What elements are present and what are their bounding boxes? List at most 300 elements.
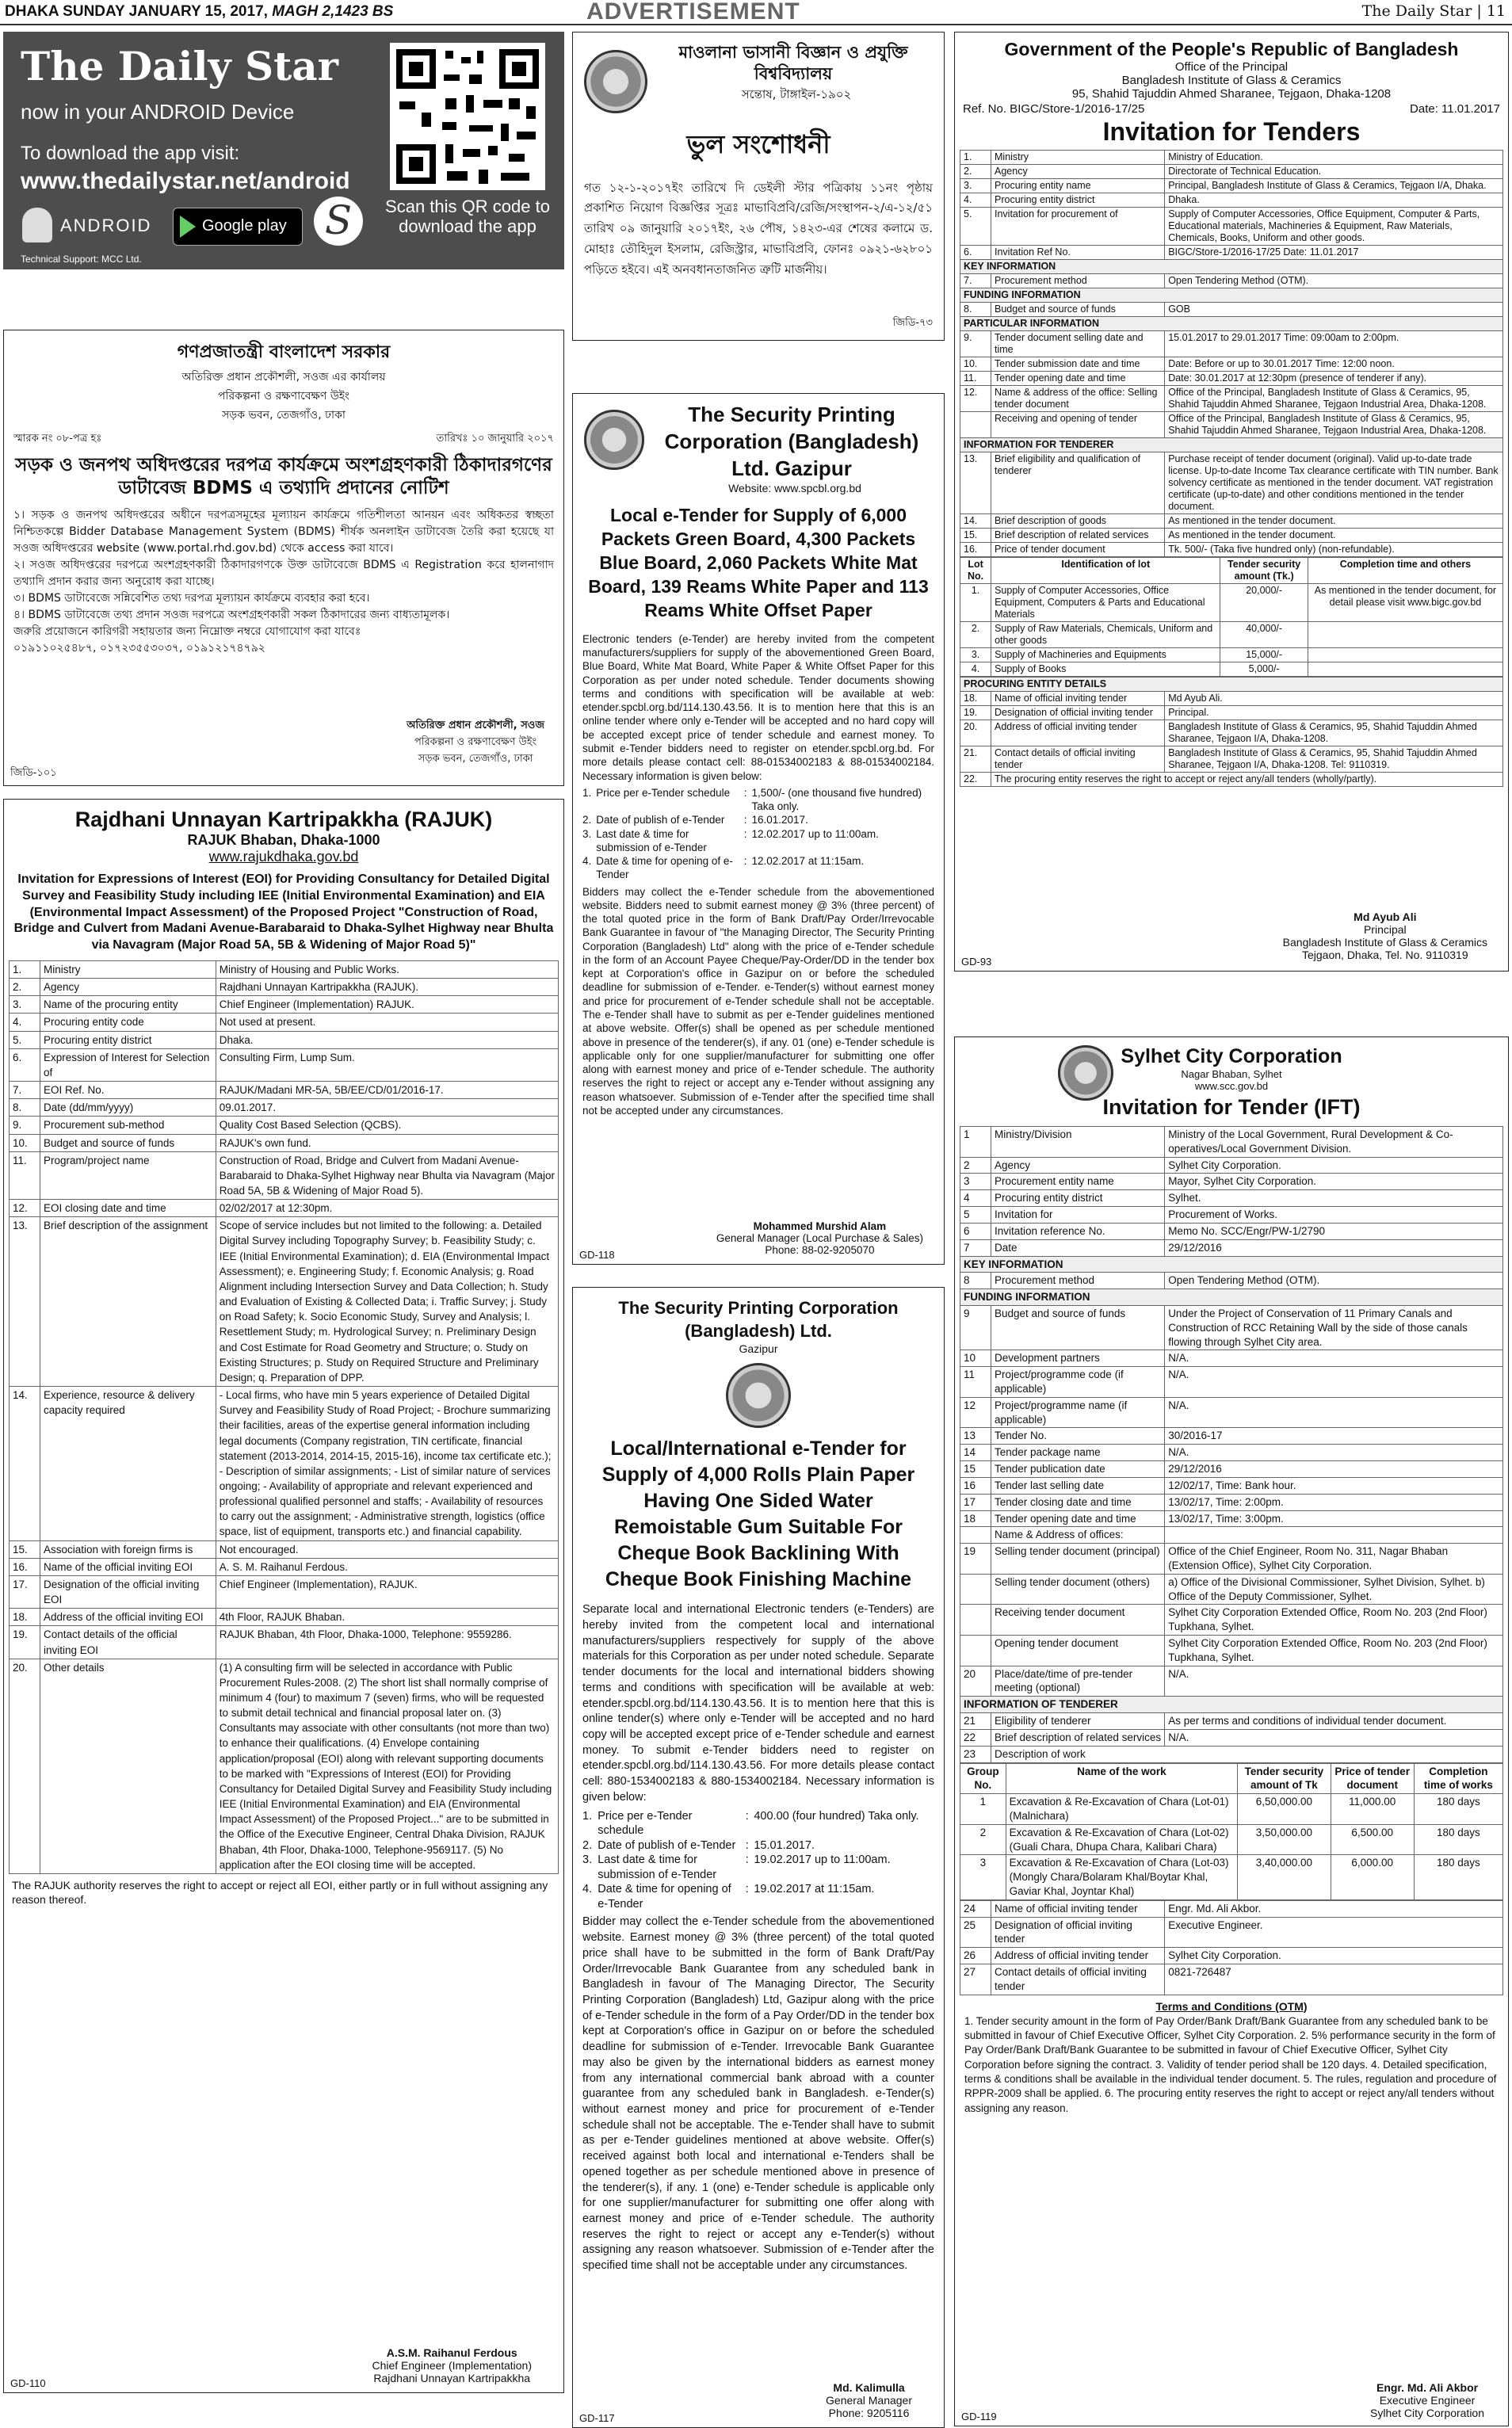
row-label: Brief eligibility and qualification of tenderer — [991, 452, 1165, 514]
table-row — [10, 1387, 559, 1541]
row-label: Brief description of related services — [991, 529, 1165, 543]
table-row — [960, 1713, 1503, 1730]
section-heading: FUNDING INFORMATION — [960, 1289, 1503, 1306]
row-number: 20. — [10, 1659, 40, 1873]
table-row — [960, 1367, 1503, 1398]
row-number: 18. — [960, 692, 991, 706]
ad-code: জিডি-৭৩ — [892, 317, 933, 329]
schedule-cell: 4. — [582, 855, 592, 868]
bigc-info-table — [960, 150, 1503, 557]
table-row — [960, 1273, 1503, 1289]
row-label: Eligibility of tenderer — [991, 1713, 1165, 1730]
row-label: Tender opening date and time — [991, 372, 1165, 386]
table-row — [960, 746, 1503, 773]
bigc-lot-table — [960, 557, 1503, 677]
table-row — [960, 773, 1503, 787]
column-header: Completion time of works — [1414, 1763, 1502, 1794]
android-wordmark: ANDROID — [60, 216, 152, 235]
google-play-badge[interactable] — [173, 208, 303, 246]
row-label: Budget and source of funds — [40, 1134, 216, 1151]
bigc-date: Date: 11.01.2017 — [1410, 102, 1500, 116]
table-row — [10, 1031, 559, 1048]
row-label: Address of the official inviting EOI — [40, 1609, 216, 1626]
schedule-cell: : — [745, 1853, 749, 1867]
row-label: Procurement method — [991, 1273, 1165, 1289]
dateline: DHAKA SUNDAY JANUARY 15, 2017, MAGH 2,1423 BS — [5, 3, 394, 20]
spcbl2-schedule — [582, 1809, 934, 1912]
row-number: 15 — [960, 1461, 991, 1478]
table-row — [960, 1746, 1503, 1762]
sig-name: Md Ayub Ali — [1354, 910, 1417, 923]
schedule-item — [582, 827, 934, 855]
table-row — [960, 452, 1503, 514]
column-header: Price of tender document — [1331, 1763, 1414, 1794]
row-label: Ministry/Division — [991, 1127, 1165, 1158]
rajuk-title: Rajdhani Unnayan Kartripakkha (RAJUK) — [74, 807, 493, 831]
row-value: N/A. — [1165, 1729, 1503, 1746]
row-number — [960, 412, 991, 438]
row-value: Ministry of Housing and Public Works. — [216, 960, 558, 978]
row-number: 3. — [960, 179, 991, 193]
bigc-tender-ad — [954, 32, 1509, 972]
bigc-address: 95, Shahid Tajuddin Ahmed Sharanee, Tejgaon, Dhaka-1208 — [1071, 87, 1392, 101]
schedule-item — [582, 1809, 934, 1838]
row-label: Tender document selling date and time — [991, 331, 1165, 357]
row-number: 17 — [960, 1494, 991, 1510]
row-label: Procuring entity district — [991, 193, 1165, 208]
row-number: 6. — [960, 246, 991, 260]
spcbl-body: Electronic tenders (e-Tender) are hereby invited from the competent manufacturers/suppliers for supply of the abovementioned Green Board, Blue Board, White Mat Board, White Paper & White Offset Paper for this Corporation as per under noted schedule. Tender documents showing terms and conditions with specification will be available at web: etender.spcbl.org.bd/114.130.43.56. It is to mention here that this is an online tender where only e-Tender will be accepted and no hard copy will be accepted except price of tender schedule and earnest money. To submit e-Tender bidders need to register on etender.spcbl.org.bd. For more details please contact cell: 88-01534002183 & 88-01534002184. Necessary information is given below: — [582, 632, 934, 782]
schedule-cell: 3. — [582, 827, 592, 840]
schedule-item — [582, 1838, 934, 1853]
mbstu-headline: ভুল সংশোধনী — [686, 128, 830, 159]
row-label: Name & address of the office: Selling tender document — [991, 386, 1165, 412]
row-value: Chief Engineer (Implementation) RAJUK. — [216, 996, 558, 1014]
row-label: Tender publication date — [991, 1461, 1165, 1478]
row-value: 0821-726487 — [1165, 1964, 1503, 1995]
section-heading: FUNDING INFORMATION — [960, 288, 1503, 303]
row-number: 18 — [960, 1510, 991, 1527]
row-number: 4. — [10, 1014, 40, 1031]
spcbl-website[interactable]: Website: www.spcbl.org.bd — [728, 482, 861, 495]
table-row — [960, 648, 1503, 662]
table-row — [960, 1461, 1503, 1478]
mbstu-address: সন্তোষ, টাঙ্গাইল-১৯০২ — [741, 86, 852, 101]
row-value: 13/02/17, Time: 2:00pm. — [1165, 1494, 1503, 1510]
row-label: Agency — [991, 1157, 1165, 1174]
memo-date: তারিখঃ ১০ জানুয়ারি ২০১৭ — [436, 433, 554, 445]
schedule-cell: : — [743, 786, 747, 799]
table-row — [960, 706, 1503, 720]
rajuk-website[interactable]: www.rajukdhaka.gov.bd — [208, 849, 359, 865]
row-value: Engr. Md. Ali Akbor. — [1165, 1900, 1503, 1917]
table-row — [960, 246, 1503, 260]
row-value: N/A. — [1165, 1666, 1503, 1697]
schedule-cell: : — [743, 827, 747, 840]
row-value: RAJUK Bhaban, 4th Floor, Dhaka-1000, Telephone: 9559286. — [216, 1626, 558, 1659]
schedule-cell: Date & time for opening of e-Tender — [598, 1883, 731, 1911]
table-row — [10, 1048, 559, 1081]
row-label: Name of official inviting tender — [991, 1900, 1165, 1917]
bigc-ref-line — [963, 102, 1500, 116]
row-value: Not used at present. — [216, 1014, 558, 1031]
row-number: 13. — [10, 1217, 40, 1387]
page-header — [0, 0, 1512, 25]
row-label: Place/date/time of pre-tender meeting (optional) — [991, 1666, 1165, 1697]
schedule-cell: Date & time for opening of e-Tender — [596, 855, 733, 881]
bigc-gov-title: Government of the People's Republic of Bangladesh — [1004, 39, 1459, 59]
google-play-label: Google play — [202, 217, 287, 235]
schedule-cell: 3. — [582, 1853, 593, 1867]
table-row — [960, 372, 1503, 386]
sig-address: Tejgaon, Dhaka, Tel. No. 9110319 — [1302, 949, 1468, 961]
row-label: Designation of the official inviting EOI — [40, 1575, 216, 1608]
row-label: Procurement sub-method — [40, 1117, 216, 1134]
schedule-cell: Date of publish of e-Tender — [596, 814, 725, 827]
row-label: Tender closing date and time — [991, 1494, 1165, 1510]
spcbl2-headline: Local/International e-Tender for Supply of 4,000 Rolls Plain Paper Having One Sided Water Remoistable Gum Suitable For Cheque Book Backlining With Cheque Book Finishing Machine — [601, 1437, 915, 1591]
row-label: Selling tender document (others) — [991, 1574, 1165, 1605]
row-number: 25 — [960, 1917, 991, 1948]
ad-code: GD-110 — [10, 2377, 46, 2389]
sylhet-info-table — [960, 1126, 1503, 1763]
schedule-cell: 1,500/- (one thousand five hundred) Taka only. — [751, 786, 922, 813]
download-url[interactable]: www.thedailystar.net/android — [21, 168, 350, 194]
row-label: Date — [991, 1239, 1165, 1256]
table-row — [10, 1659, 559, 1873]
row-number: 8. — [960, 303, 991, 317]
table-row — [960, 260, 1503, 274]
table-row — [10, 1540, 559, 1558]
row-number: 9 — [960, 1305, 991, 1350]
download-text: To download the app visit: — [21, 143, 240, 164]
schedule-item — [582, 1882, 934, 1911]
row-label: Brief description of goods — [991, 514, 1165, 529]
section-heading: KEY INFORMATION — [960, 1256, 1503, 1273]
row-value: As mentioned in the tender document. — [1165, 514, 1503, 529]
bigc-signature — [1283, 910, 1487, 961]
row-value: Office of the Principal, Bangladesh Institute of Glass & Ceramics, 95, Shahid Tajuddin Ahmed Sharanee, Tejgaon Industrial Area, Dhaka-1208. — [1165, 412, 1503, 438]
table-cell — [1308, 662, 1502, 677]
table-row — [960, 1574, 1503, 1605]
row-value — [1165, 1527, 1503, 1544]
row-number — [960, 1527, 991, 1544]
sylhet-address: Nagar Bhaban, Sylhet — [1181, 1068, 1282, 1080]
spcbl-logo-icon — [584, 410, 644, 470]
row-number — [960, 1605, 991, 1636]
row-number: 27 — [960, 1964, 991, 1995]
table-row — [960, 208, 1503, 246]
schedule-cell: 12.02.2017 at 11:15am. — [751, 855, 865, 868]
row-label: Brief description of related services — [991, 1729, 1165, 1746]
row-label: Project/programme code (if applicable) — [991, 1367, 1165, 1398]
sylhet-table-wrap — [960, 1126, 1503, 1995]
row-label: Name & Address of offices: — [991, 1527, 1165, 1544]
row-label: Budget and source of funds — [991, 303, 1165, 317]
table-row — [960, 514, 1503, 529]
table-cell: 15,000/- — [1220, 648, 1308, 662]
sylhet-ift-ad — [954, 1036, 1509, 2426]
table-row — [960, 622, 1503, 648]
schedule-cell: : — [743, 814, 747, 827]
table-row — [960, 1397, 1503, 1428]
section-heading: PARTICULAR INFORMATION — [960, 317, 1503, 331]
section-heading: INFORMATION FOR TENDERER — [960, 438, 1503, 452]
support-credit: Technical Support: MCC Ltd. — [21, 254, 142, 265]
ad-code: জিডি-১০১ — [10, 767, 57, 779]
row-number: 14. — [10, 1387, 40, 1541]
row-number: 6. — [10, 1048, 40, 1081]
bigc-ref: Ref. No. BIGC/Store-1/2016-17/25 — [963, 102, 1145, 116]
table-row — [960, 317, 1503, 331]
daily-star-app-ad — [3, 32, 564, 269]
row-value: Memo No. SCC/Engr/PW-1/2790 — [1165, 1223, 1503, 1239]
row-label: Experience, resource & delivery capacity required — [40, 1387, 216, 1541]
sig-phone: Phone: 88-02-9205070 — [765, 1244, 875, 1256]
section-heading: INFORMATION OF TENDERER — [960, 1697, 1503, 1713]
row-label: Association with foreign firms is — [40, 1540, 216, 1558]
sylhet-entity-table — [960, 1900, 1503, 1995]
schedule-cell: : — [745, 1883, 749, 1896]
schedule-cell: 2. — [582, 1838, 593, 1852]
table-row — [10, 1575, 559, 1608]
row-number: 5. — [960, 208, 991, 246]
table-row — [960, 1477, 1503, 1494]
section-heading: KEY INFORMATION — [960, 260, 1503, 274]
qr-label: Scan this QR code to download the app — [385, 197, 550, 237]
row-value: 12/02/17, Time: Bank hour. — [1165, 1477, 1503, 1494]
daily-star-logo: The Daily Star — [21, 43, 338, 90]
sylhet-website[interactable]: www.scc.gov.bd — [1194, 1080, 1269, 1092]
schedule-cell: 12.02.2017 up to 11:00am. — [751, 827, 879, 840]
row-label: The procuring entity reserves the right to accept or reject any/all tenders (wholly/partly). — [991, 773, 1503, 787]
table-row — [10, 1134, 559, 1151]
spcbl2-body: Separate local and international Electronic tenders (e-Tenders) are hereby invited from the competent local and international manufacturers/suppliers respectively for supply of the above materials for this Corporation as per under noted schedule. Separate tender documents for the local and international bidders showing terms and conditions with specification will be available at web: etender.spcbl.org.bd/114.130.43.56. It is to mention here that this is online tender(s) where only e-Tender will be accepted and no hard copy will be accepted except price of e-Tender schedule and earnest money. To submit e-Tender bidders need to register on etender.spcbl.org.bd/114.130.43.56. For more details please contact cell: 880-1534002183 & 880-1534002184. Necessary information is given below: — [582, 1603, 934, 1804]
row-value: Office of the Principal, Bangladesh Institute of Glass & Ceramics, 95, Shahid Tajuddin Ahmed Sharanee, Tejgaon Industrial Area, Dhaka-1208. — [1165, 386, 1503, 412]
row-value: Sylhet. — [1165, 1190, 1503, 1207]
sig-title: অতিরিক্ত প্রধান প্রকৌশলী, সওজ — [407, 720, 544, 731]
row-label: Receiving tender document — [991, 1605, 1165, 1636]
row-value: Rajdhani Unnayan Kartripakkha (RAJUK). — [216, 979, 558, 996]
table-row — [960, 1964, 1503, 1995]
column-header: Tender security amount of Tk — [1238, 1763, 1331, 1794]
row-label: Ministry — [40, 960, 216, 978]
table-cell: Supply of Machineries and Equipments — [991, 648, 1220, 662]
row-label: EOI closing date and time — [40, 1200, 216, 1217]
table-row — [10, 996, 559, 1014]
schedule-item — [582, 1853, 934, 1882]
table-cell: 3 — [960, 1855, 1006, 1899]
sig-org: Sylhet City Corporation — [1370, 2407, 1484, 2419]
schedule-cell: 1. — [582, 1809, 593, 1823]
table-row — [10, 1200, 559, 1217]
ad-code: GD-93 — [961, 956, 992, 968]
row-number: 18. — [10, 1609, 40, 1626]
row-value: As mentioned in the tender document. — [1165, 529, 1503, 543]
row-value: 02/02/2017 at 12:30pm. — [216, 1200, 558, 1217]
row-label: EOI Ref. No. — [40, 1082, 216, 1099]
row-value: N/A. — [1165, 1445, 1503, 1461]
rajuk-table-wrap — [9, 960, 559, 1874]
sig-title: Chief Engineer (Implementation) — [372, 2359, 532, 2372]
row-label: Invitation for — [991, 1207, 1165, 1224]
paper-masthead: The Daily Star | 11 — [1361, 2, 1506, 20]
sylhet-headline: Invitation for Tender (IFT) — [1102, 1095, 1361, 1119]
table-row — [960, 1824, 1503, 1855]
star-s-logo-icon: S — [314, 197, 363, 246]
table-row — [10, 1217, 559, 1387]
table-header-row — [960, 558, 1503, 584]
row-number: 16. — [10, 1558, 40, 1575]
row-value: Directorate of Technical Education. — [1165, 165, 1503, 179]
row-number: 3. — [10, 996, 40, 1014]
row-label: Agency — [40, 979, 216, 996]
sig-title: Executive Engineer — [1379, 2394, 1476, 2407]
sig-name: Md. Kalimulla — [833, 2381, 905, 2394]
row-number: 2. — [960, 165, 991, 179]
row-label: Expression of Interest for Selection of — [40, 1048, 216, 1081]
table-row — [960, 1127, 1503, 1158]
sig-title: General Manager (Local Purchase & Sales) — [716, 1232, 923, 1244]
row-value: Date: 30.01.2017 at 12:30pm (presence of tenderer if any). — [1165, 372, 1503, 386]
row-value: Sylhet City Corporation Extended Office, Room No. 203 (2nd Floor) Tupkhana, Sylhet. — [1165, 1636, 1503, 1666]
row-number: 19 — [960, 1544, 991, 1575]
row-label: Contact details of official inviting tender — [991, 746, 1165, 773]
row-label: Procurement method — [991, 274, 1165, 288]
table-row — [960, 662, 1503, 677]
row-number: 4 — [960, 1190, 991, 1207]
rajuk-info-table — [9, 960, 559, 1874]
sylhet-title: Sylhet City Corporation — [1121, 1045, 1342, 1067]
row-label: Procuring entity name — [991, 179, 1165, 193]
row-label: Address of official inviting tender — [991, 720, 1165, 746]
row-number: 26 — [960, 1948, 991, 1964]
table-cell: 5,000/- — [1220, 662, 1308, 677]
row-label: Brief description of the assignment — [40, 1217, 216, 1387]
row-value: 29/12/2016 — [1165, 1461, 1503, 1478]
row-number: 8 — [960, 1273, 991, 1289]
row-value: Quality Cost Based Selection (QCBS). — [216, 1117, 558, 1134]
row-number: 13 — [960, 1428, 991, 1445]
row-number: 10. — [960, 357, 991, 372]
rajuk-address: RAJUK Bhaban, Dhaka-1000 — [187, 832, 380, 848]
row-value: Md Ayub Ali. — [1165, 692, 1503, 706]
row-value: N/A. — [1165, 1397, 1503, 1428]
row-label: Procuring entity district — [991, 1190, 1165, 1207]
row-number: 7 — [960, 1239, 991, 1256]
sig-phone: Phone: 9205116 — [828, 2407, 910, 2419]
row-number: 12. — [960, 386, 991, 412]
row-label: Selling tender document (principal) — [991, 1544, 1165, 1575]
memo-no: স্মারক নং ০৮-পত্র হঃ — [13, 433, 102, 445]
row-number: 10. — [10, 1134, 40, 1151]
row-label: Receiving and opening of tender — [991, 412, 1165, 438]
row-number: 21 — [960, 1713, 991, 1730]
rajuk-eoi-ad — [3, 799, 564, 2393]
row-label: Name of the procuring entity — [40, 996, 216, 1014]
notice-address: সড়ক ভবন, তেজগাঁও, ঢাকা — [222, 409, 346, 422]
row-number: 19. — [10, 1626, 40, 1659]
row-number: 21. — [960, 746, 991, 773]
row-value: Supply of Computer Accessories, Office Equipment, Computer & Parts, Educational materials, Machineries & Equipment, Raw Materials, Chemicals, Books, Uniform and other goods. — [1165, 208, 1503, 246]
row-value: Bangladesh Institute of Glass & Ceramics, 95, Shahid Tajuddin Ahmed Sharanee, Tejgaon I/A, Dhaka-1208. Tel: 9110319. — [1165, 746, 1503, 773]
row-label: Procuring entity code — [40, 1014, 216, 1031]
row-number: 12 — [960, 1397, 991, 1428]
sig-name: Mohammed Murshid Alam — [753, 1220, 887, 1232]
row-label: Designation of official inviting tender — [991, 706, 1165, 720]
table-cell: 3,40,000.00 — [1238, 1855, 1331, 1899]
table-cell: Excavation & Re-Excavation of Chara (Lot-02) (Guali Chara, Dhupa Chara, Kalibari Chara) — [1006, 1824, 1237, 1855]
schedule-item — [582, 854, 934, 882]
table-row — [10, 1014, 559, 1031]
row-value: Procurement of Works. — [1165, 1207, 1503, 1224]
row-value: 09.01.2017. — [216, 1099, 558, 1117]
row-number: 9. — [960, 331, 991, 357]
row-label: Agency — [991, 165, 1165, 179]
table-row — [960, 1636, 1503, 1666]
schedule-cell: 19.02.2017 up to 11:00am. — [754, 1853, 891, 1867]
sig-name: Engr. Md. Ali Akbor — [1376, 2381, 1479, 2394]
table-row — [960, 1794, 1503, 1825]
schedule-cell: Last date & time for submission of e-Tender — [598, 1853, 717, 1881]
sig-org: Bangladesh Institute of Glass & Ceramics — [1282, 936, 1487, 949]
notice-office: অতিরিক্ত প্রধান প্রকৌশলী, সওজ এর কার্যালয় — [181, 371, 386, 384]
column-header: Name of the work — [1006, 1763, 1237, 1794]
schedule-cell: 4. — [582, 1883, 593, 1896]
table-cell: 1 — [960, 1794, 1006, 1825]
row-value: Sylhet City Corporation. — [1165, 1157, 1503, 1174]
spcbl-paper-etender-ad — [572, 1287, 945, 2428]
row-number: 2. — [10, 979, 40, 996]
row-label: Ministry — [991, 151, 1165, 165]
sylhet-works-table — [960, 1763, 1503, 1900]
row-value: Dhaka. — [216, 1031, 558, 1048]
row-label: Address of official inviting tender — [991, 1948, 1165, 1964]
table-row — [10, 1099, 559, 1117]
sig-address: সড়ক ভবন, তেজগাঁও, ঢাকা — [418, 753, 533, 765]
row-value: Not encouraged. — [216, 1540, 558, 1558]
table-cell: 40,000/- — [1220, 622, 1308, 648]
row-number: 22 — [960, 1729, 991, 1746]
row-number: 13. — [960, 452, 991, 514]
row-label: Project/programme name (if applicable) — [991, 1397, 1165, 1428]
row-label: Tender opening date and time — [991, 1510, 1165, 1527]
row-number: 19. — [960, 706, 991, 720]
row-label: Name of official inviting tender — [991, 692, 1165, 706]
row-value: Purchase receipt of tender document (original). Valid up-to-date trade license. Up-to-date Income Tax clearance certificate with TIN number. Bank solvency certificate as mentioned in the tender document. VAT registration certificate (up-to-date) and other conditions mentioned in the tender document. — [1165, 452, 1503, 514]
notice-paragraph: ৩। BDMS ডাটাবেজে সন্নিবেশিত তথ্য দরপত্র মূল্যায়ন কার্যক্রমে ব্যবহার করা হবে। — [13, 591, 370, 605]
table-row — [960, 1948, 1503, 1964]
notice-wing: পরিকল্পনা ও রক্ষণাবেক্ষণ উইং — [217, 390, 350, 403]
row-number: 1. — [10, 960, 40, 978]
schedule-cell: 16.01.2017. — [751, 814, 808, 827]
row-number: 11 — [960, 1367, 991, 1398]
row-number: 4. — [960, 193, 991, 208]
column-header: Tender security amount (Tk.) — [1220, 558, 1308, 584]
row-number: 6 — [960, 1223, 991, 1239]
row-label: Tender No. — [991, 1428, 1165, 1445]
table-row — [960, 543, 1503, 557]
table-row — [960, 303, 1503, 317]
table-row — [960, 179, 1503, 193]
row-label: Development partners — [991, 1350, 1165, 1367]
sig-title: Principal — [1363, 923, 1407, 936]
qr-code[interactable] — [390, 43, 545, 190]
table-cell: Excavation & Re-Excavation of Chara (Lot-01) (Malnichara) — [1006, 1794, 1237, 1825]
row-number: 14 — [960, 1445, 991, 1461]
row-label: Designation of official inviting tender — [991, 1917, 1165, 1948]
table-row — [960, 1445, 1503, 1461]
